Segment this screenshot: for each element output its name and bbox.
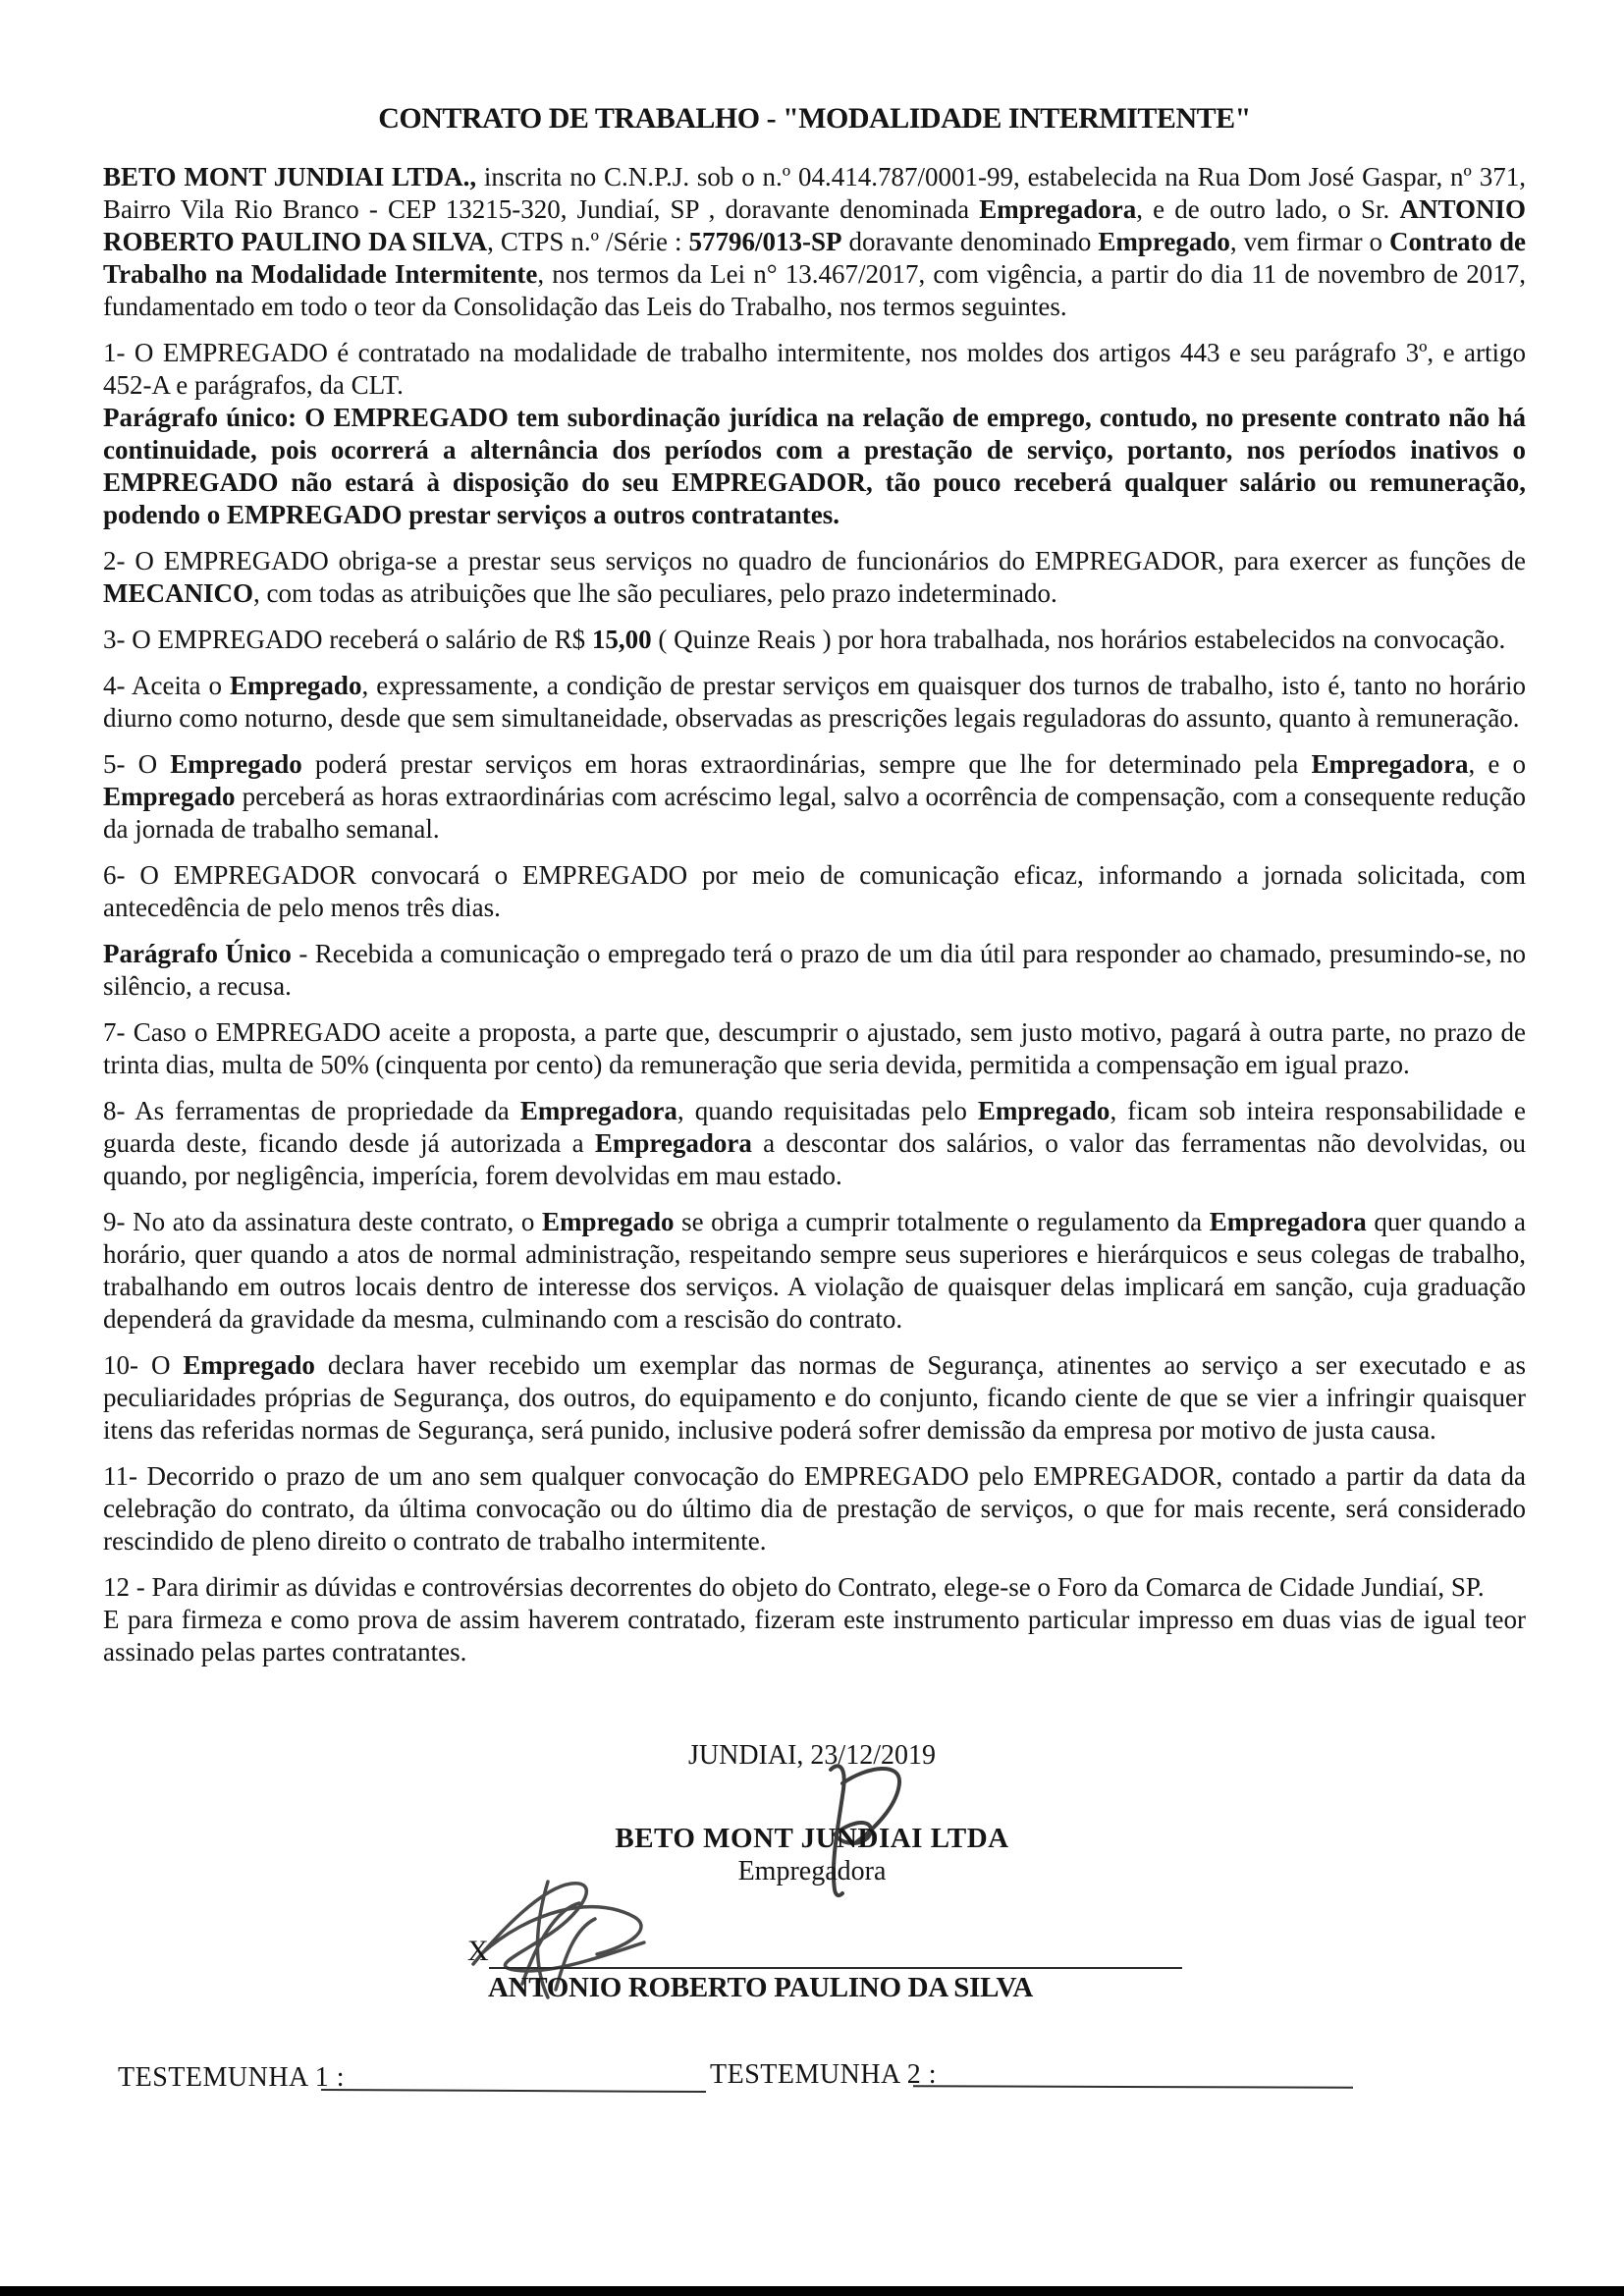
contract-paragraph-clause-2: 2- O EMPREGADO obriga-se a prestar seus serviços no quadro de funcionários do EMPREGADOR, para exercer as funções de MECANICO, com todas as atribuições que lhe são peculiares, pelo prazo indeterminado. xyxy=(103,546,1526,608)
contract-paragraph-clause-6: 6- O EMPREGADOR convocará o EMPREGADO por meio de comunicação eficaz, informando a jornada solicitada, com antecedência de pelo menos três dias. xyxy=(103,860,1526,922)
contract-content xyxy=(103,102,1526,1682)
contract-paragraph-preamble: BETO MONT JUNDIAI LTDA., inscrita no C.N.P.J. sob o n.º 04.414.787/0001-99, estabelecida na Rua Dom José Gaspar, nº 371, Bairro Vila Rio Branco - CEP 13215-320, Jundiaí, SP , doravante denominada Empregadora, e de outro lado, o Sr. ANTONIO ROBERTO PAULINO DA SILVA, CTPS n.º /Série : 57796/013-SP doravante denominado Empregado, vem firmar o Contrato de Trabalho na Modalidade Intermitente, nos termos da Lei n° 13.467/2017, com vigência, a partir do dia 11 de novembro de 2017, fundamentado em todo o teor da Consolidação das Leis do Trabalho, nos termos seguintes. xyxy=(103,162,1527,321)
witness1-signature-line xyxy=(321,2089,706,2093)
employee-sign-x-label: X xyxy=(467,1935,489,1967)
contract-paragraph-clause-11: 11- Decorrido o prazo de um ano sem qualquer convocação do EMPREGADO pelo EMPREGADOR, contado a partir da data da celebração do contrato, da última convocação ou do último dia de prestação de serviços, o que for mais recente, será considerado rescindido de pleno direito o contrato de trabalho intermitente. xyxy=(103,1461,1526,1556)
contract-paragraph-clause-3: 3- O EMPREGADO receberá o salário de R$ 15,00 ( Quinze Reais ) por hora trabalhada, nos horários estabelecidos na convocação. xyxy=(103,625,1506,654)
contract-paragraph-clause-9: 9- No ato da assinatura deste contrato, o Empregado se obriga a cumprir totalmente o regulamento da Empregadora quer quando a horário, quer quando a atos de normal administração, respeitando sempre seus superiores e hierárquicos e seus colegas de trabalho, trabalhando em outros locais dentro de interesse dos serviços. A violação de quaisquer delas implicará em sanção, cuja graduação dependerá da gravidade da mesma, culminando com a rescisão do contrato. xyxy=(103,1207,1526,1334)
document-title: CONTRATO DE TRABALHO - "MODALIDADE INTERMITENTE" xyxy=(378,102,1251,135)
contract-paragraph-clause-5: 5- O Empregado poderá prestar serviços em horas extraordinárias, sempre que lhe for determinado pela Empregadora, e o Empregado perceberá as horas extraordinárias com acréscimo legal, salvo a ocorrência de compensação, com a consequente redução da jornada de trabalho semanal. xyxy=(103,749,1526,844)
employee-signature xyxy=(461,1874,687,2001)
witness2-signature-line xyxy=(913,2085,1353,2089)
contract-paragraph-clause-10: 10- O Empregado declara haver recebido um exemplar das normas de Segurança, atinentes ao serviço a ser executado e as peculiaridades próprias de Segurança, dos outros, do equipamento e do conjunto, ficando ciente de que se vier a infringir quaisquer itens das referidas normas de Segurança, será punido, inclusive poderá sofrer demissão da empresa por motivo de justa causa. xyxy=(103,1350,1526,1445)
contract-paragraph-clause-8: 8- As ferramentas de propriedade da Empregadora, quando requisitadas pelo Empregado, ficam sob inteira responsabilidade e guarda deste, ficando desde já autorizada a Empregadora a descontar dos salários, o valor das ferramentas não devolvidas, ou quando, por negligência, imperícia, forem devolvidas em mau estado. xyxy=(103,1096,1526,1190)
contract-paragraph-clause-4: 4- Aceita o Empregado, expressamente, a condição de prestar serviços em quaisquer dos turnos de trabalho, isto é, tanto no horário diurno como noturno, desde que sem simultaneidade, observadas as prescrições legais reguladoras do assunto, quanto à remuneração. xyxy=(103,671,1526,733)
contract-paragraph-clause-1: 1- O EMPREGADO é contratado na modalidade de trabalho intermitente, nos moldes dos artigos 443 e seu parágrafo 3º, e artigo 452-A e parágrafos, da CLT. xyxy=(103,338,1526,400)
witness1-label: TESTEMUNHA 1 : xyxy=(118,2062,345,2093)
contract-paragraph-clause-1-paragrafo-unico: Parágrafo único: O EMPREGADO tem subordinação jurídica na relação de emprego, contudo, no presente contrato não há continuidade, pois ocorrerá a alternância dos períodos com a prestação de serviço, portanto, nos períodos inativos o EMPREGADO não estará à disposição do seu EMPREGADOR, tão pouco receberá qualquer salário ou remuneração, podendo o EMPREGADO prestar serviços a outros contratantes. xyxy=(103,403,1526,529)
contract-paragraph-clause-7: 7- Caso o EMPREGADO aceite a proposta, a parte que, descumprir o ajustado, sem justo motivo, pagará à outra parte, no prazo de trinta dias, multa de 50% (cinquenta por cento) da remuneração que seria devida, permitida a compensação em igual prazo. xyxy=(103,1017,1526,1079)
contract-paragraph-clause-6-paragrafo-unico: Parágrafo Único - Recebida a comunicação o empregado terá o prazo de um dia útil para responder ao chamado, presumindo-se, no silêncio, a recusa. xyxy=(103,939,1526,1001)
contract-paragraph-closing-statement: E para firmeza e como prova de assim haverem contratado, fizeram este instrumento particular impresso em duas vias de igual teor assinado pelas partes contratantes. xyxy=(103,1605,1526,1667)
employee-name: ANTONIO ROBERTO PAULINO DA SILVA xyxy=(488,1972,1034,2003)
scan-artifact-bar xyxy=(0,2286,1624,2296)
employer-role-label: Empregadora xyxy=(737,1856,887,1886)
contract-paragraph-clause-12: 12 - Para dirimir as dúvidas e controvérsias decorrentes do objeto do Contrato, elege-se o Foro da Comarca de Cidade Jundiaí, SP. xyxy=(103,1572,1485,1602)
date-line: JUNDIAI, 23/12/2019 xyxy=(688,1740,936,1771)
employer-signature xyxy=(774,1760,960,1899)
employee-signature-line xyxy=(489,1967,1182,1969)
employer-name: BETO MONT JUNDIAI LTDA xyxy=(615,1823,1009,1854)
contract-body xyxy=(103,161,1526,1668)
witness2-label: TESTEMUNHA 2 : xyxy=(710,2059,937,2090)
